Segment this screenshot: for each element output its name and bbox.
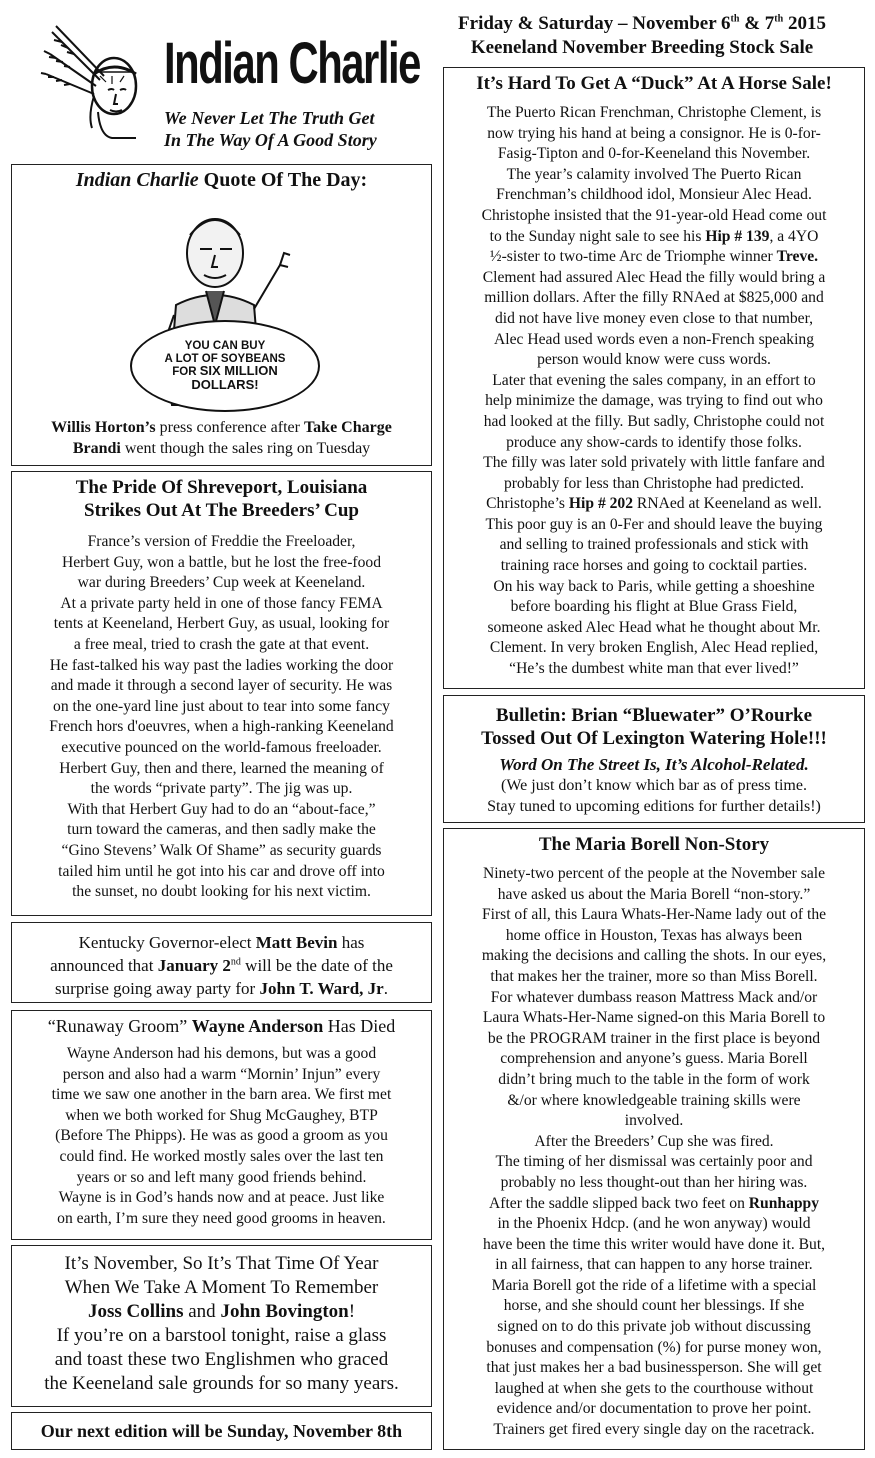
anderson-title: “Runaway Groom” Wayne Anderson Has Died — [47, 1016, 396, 1036]
shreveport-body: France’s version of Freddie the Freeloader, Herbert Guy, won a battle, but he lost the free-food war during Breeders’ Cup week at Keeneland. At a private party held in one of those fancy FEMA tents at Keeneland, Herbert Guy, as usual, looking for a free meal, tried to crash the gate at that event. He fast-talked his way past the ladies working the door and made it through a second layer of security. He was on the one-yard line just about to tear into some fancy French hors d'oeuvres, when a high-ranking Keeneland executive pounced on the world-famous freeloader. Herbert Guy, then and there, learned the meaning of the words “private party”. The jig was up. With that Herbert Guy had to do an “about-face,” turn toward the cameras, and then sadly make the “Gino Stevens’ Walk Of Shame” as security guards tailed him until he got into his car and drove off into the sunset, no doubt looking for his next victim. — [49, 533, 394, 901]
remember-notice: It’s November, So It’s That Time Of Year When We Take A Moment To Remember Joss Collins and John Bovington! If you’re on a barstool tonight, raise a glass and toast these two Englishmen who graced the Keeneland sale grounds for so many years. — [11, 1245, 432, 1407]
bulletin-title: Bulletin: Brian “Bluewater” O’Rourke Tossed Out Of Lexington Watering Hole!!! — [481, 705, 827, 749]
borell-body: Ninety-two percent of the people at the November sale have asked us about the Maria Borell “non-story.” First of all, this Laura Whats-Her-Name lady out of the home office in Houston, Texas has always been making the decisions and calling the shots. In our eyes, that makes her the trainer, more so than Miss Borell. For whatever dumbass reason Mattress Mack and/or Laura Whats-Her-Name signed-on this Maria Borell to be the PROGRAM trainer in the first place is beyond comprehension and anyone’s guess. Maria Borell didn’t bring much to the table in the form of work &/or where knowledgeable training skills were involved. After the Breeders’ Cup she was fired. The timing of her dismissal was certainly poor and probably no less thought-out than her hiring was. After the saddle slipped back two feet on Runhappy in the Phoenix Hdcp. (and he won anyway) would have been the time this writer would have done it. But, in all fairness, that can happen to any horse trainer. Maria Borell got the ride of a lifetime with a special horse, and she should count her blessings. If she signed on to do this private job without discussing bonuses and compensation (%) for purse money won, that just makes her a bad businessperson. She will get laughed at when she gets to the courthouse without evidence and/or documentation to prove her point. Trainers get fired every single day on the racetrack. — [481, 865, 827, 1439]
masthead-tagline-2: In The Way Of A Good Story — [164, 130, 377, 150]
quote-of-the-day — [11, 164, 432, 466]
anderson-body: Wayne Anderson had his demons, but was a good person and also had a warm “Mornin’ Injun” every time we saw one another in the barn area. We first met when we both worked for Shug McGaughey, BTP (Before The Phipps). He was as good a groom as you could find. He worked mostly sales over the last ten years or so and left many good friends behind. Wayne is in God’s hands now and at peace. Just like on earth, I’m sure they need good grooms in heaven. — [51, 1045, 392, 1227]
duck-title: It’s Hard To Get A “Duck” At A Horse Sale! — [476, 73, 832, 94]
speech-bubble: YOU CAN BUY A LOT OF SOYBEANS FOR SIX MILLION DOLLARS! — [130, 320, 320, 412]
quote-caption: Willis Horton’s press conference after Take Charge Brandi went though the sales ring on Tuesday — [51, 419, 392, 457]
article-shreveport — [11, 471, 432, 916]
issue-event: Keeneland November Breeding Stock Sale — [470, 37, 814, 58]
shreveport-title: The Pride Of Shreveport, Louisiana Strikes Out At The Breeders’ Cup — [75, 477, 368, 521]
masthead-title: Indian Charlie — [164, 31, 420, 96]
governor-notice: Kentucky Governor-elect Matt Bevin has announced that January 2nd will be the date of the surprise going away party for John T. Ward, Jr. — [11, 922, 432, 1003]
article-borell — [443, 828, 865, 1450]
borell-title: The Maria Borell Non-Story — [538, 834, 770, 855]
duck-body: The Puerto Rican Frenchman, Christophe Clement, is now trying his hand at being a consignor. He is 0-for- Fasig-Tipton and 0-for-Keeneland this November. The year’s calamity involved The Puerto Rican Frenchman’s childhood idol, Monsieur Alec Head. Christophe insisted that the 91-year-old Head come out to the Sunday night sale to see his Hip # 139, a 4YO ½-sister to two-time Arc de Triomphe winner Treve. Clement had assured Alec Head the filly would bring a million dollars. After the filly RNAed at $825,000 and did not have live money even close to that number, Alec Head used words even a non-French speaking person would know were cuss words. Later that evening the sales company, in an effort to help minimize the damage, was trying to find out who had looked at the filly. But sadly, Christophe could not produce any show-cards to identify those folks. The filly was later sold privately with little fanfare and probably for less than Christophe had predicted. Christophe’s Hip # 202 RNAed at Keeneland as well. This poor guy is an 0-Fer and should leave the buying and selling to trained professionals and stick with training race horses and going to cocktail parties. On his way back to Paris, while getting a shoeshine before boarding his flight at Blue Grass Field, someone asked Alec Head what he thought about Mr. Clement. In very broken English, Alec Head replied, “He’s the dumbest white man that ever lived!” — [481, 104, 827, 678]
masthead-tagline-1: We Never Let The Truth Get — [164, 108, 375, 128]
issue-date: Friday & Saturday – November 6th & 7th 2015 — [458, 13, 826, 34]
article-anderson — [11, 1010, 432, 1240]
indian-head-logo — [28, 16, 148, 141]
quote-title: Indian Charlie Quote Of The Day: — [75, 169, 368, 191]
article-duck — [443, 67, 865, 689]
issue-header — [432, 12, 852, 60]
next-edition-notice: Our next edition will be Sunday, November 8th — [11, 1412, 432, 1450]
masthead — [24, 12, 434, 162]
bulletin: Bulletin: Brian “Bluewater” O’Rourke Tossed Out Of Lexington Watering Hole!!! Word On The Street Is, It’s Alcohol-Related. (We just don’t know which bar as of press time. Stay tuned to upcoming editions for further details!) — [443, 695, 865, 823]
